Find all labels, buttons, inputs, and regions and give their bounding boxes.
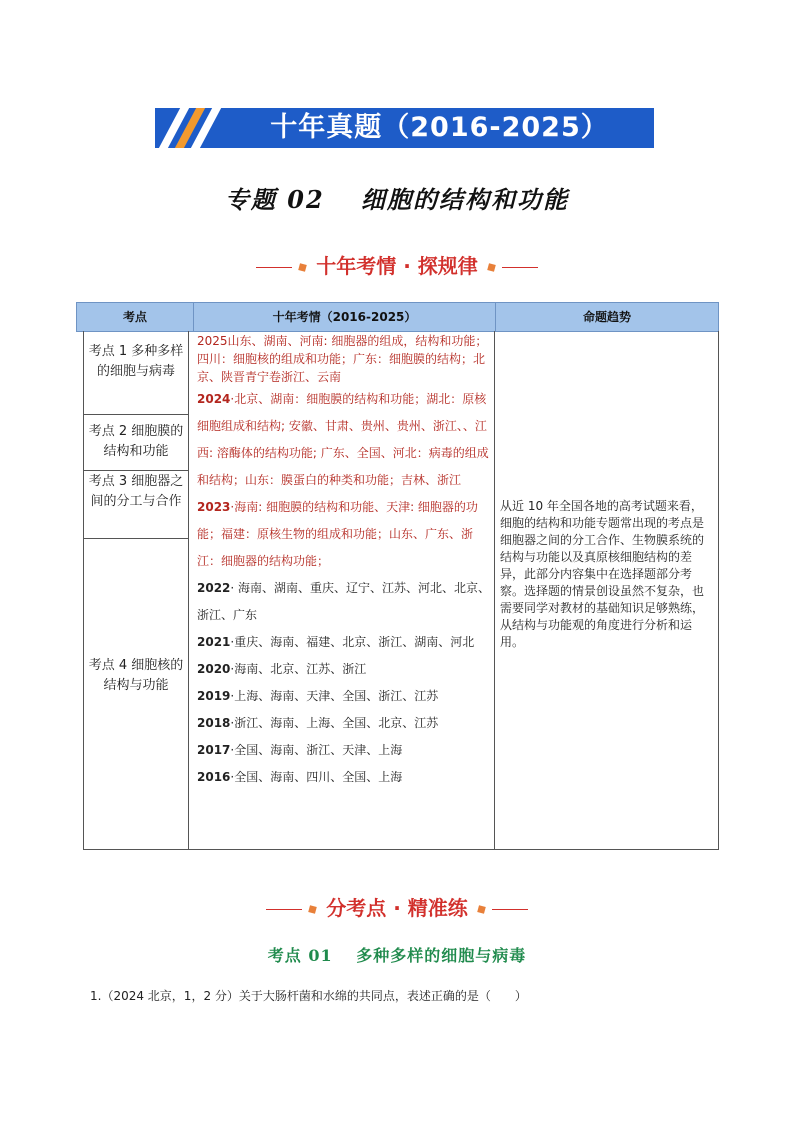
kaodian-title: 考点 01 多种多样的细胞与病毒 [267, 946, 527, 965]
section-title: 十年考情 · 探规律 [316, 254, 478, 278]
year-entry: 2024·北京、湖南：细胞膜的结构和功能；湖北：原核细胞组成和结构; 安徽、甘肃、贵州、贵州、浙江、、江西: 溶酶体的结构功能; 广东、全国、河北：病毒的组成和结构；山东：膜蛋白的种类和功能；吉林、浙江 [197, 392, 489, 487]
year-entry: 2021·重庆、海南、福建、北京、浙江、湖南、河北 [197, 635, 475, 649]
topic-cell: 考点 1 多种多样的细胞与病毒 [88, 344, 184, 379]
subject-title: 专题 02 细胞的结构和功能 [224, 185, 570, 214]
divider-line [256, 267, 292, 268]
trend-text: 从近 10 年全国各地的高考试题来看，细胞的结构和功能专题常出现的考点是细胞器之间的分工合作、生物膜系统的结构与功能以及真原核细胞结构的差异，此部分内容集中在选择题部分考察。选择题的情景创设虽然不复杂，也需要同学对教材的基础知识足够熟练，从结构与功能观的角度进行分析和运用。 [500, 499, 705, 649]
header-cell: 考点 [122, 310, 147, 324]
decor-square-icon [298, 263, 307, 272]
decor-square-icon [487, 263, 496, 272]
year-entry: 2022· 海南、湖南、重庆、辽宁、江苏、河北、北京、浙江、广东 [197, 581, 491, 622]
table-header [76, 302, 719, 332]
topic-cell: 考点 4 细胞核的结构与功能 [88, 658, 184, 693]
banner-title: 十年真题（2016-2025） [270, 112, 609, 143]
section-title: 分考点 · 精准练 [326, 896, 468, 920]
topic-cell: 考点 3 细胞器之间的分工与合作 [88, 474, 184, 509]
topic-cell: 考点 2 细胞膜的结构和功能 [88, 424, 184, 459]
year-entry: 2017·全国、海南、浙江、天津、上海 [197, 743, 403, 757]
decor-square-icon [308, 905, 317, 914]
year-entry: 2023·海南: 细胞膜的结构和功能、天津: 细胞器的功能；福建：原核生物的组成和功能；山东、广东、浙江：细胞器的结构功能； [197, 500, 478, 568]
year-entry: 2025山东、湖南、河南: 细胞器的组成，结构和功能；四川：细胞核的组成和功能；广东：细胞膜的结构；北京、陕晋青宁卷浙江、云南 [197, 334, 488, 384]
question-1: 1.（2024 北京，1，2 分）关于大肠杆菌和水绵的共同点，表述正确的是（ ） [90, 989, 527, 1003]
divider-line [502, 267, 538, 268]
header-cell: 命题趋势 [582, 310, 631, 324]
year-entry: 2020·海南、北京、江苏、浙江 [197, 662, 367, 676]
divider-line [492, 909, 528, 910]
year-entry: 2019·上海、海南、天津、全国、浙江、江苏 [197, 689, 439, 703]
header-cell: 十年考情（2016-2025） [272, 310, 417, 324]
divider-line [266, 909, 302, 910]
year-entry: 2016·全国、海南、四川、全国、上海 [197, 770, 403, 784]
section-heading-2 [0, 892, 794, 921]
year-entry: 2018·浙江、海南、上海、全国、北京、江苏 [197, 716, 439, 730]
years-list [197, 332, 493, 791]
section-heading-1 [0, 250, 794, 279]
title-banner [155, 108, 654, 148]
decor-square-icon [477, 905, 486, 914]
